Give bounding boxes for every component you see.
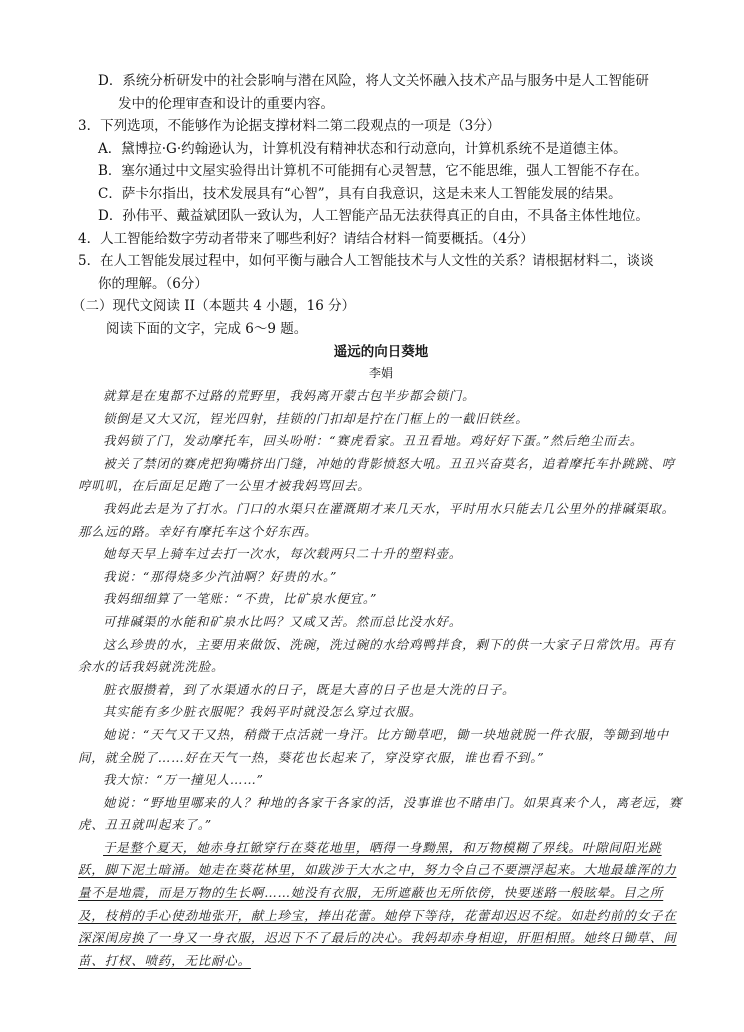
article-paragraph: 其实能有多少脏衣服呢？我妈平时就没怎么穿过衣服。: [103, 704, 423, 720]
article-paragraph: 我妈细细算了一笔账：“不贵，比矿泉水便宜。”: [103, 591, 378, 607]
q3-option-a: A．黛博拉·G·约翰逊认为，计算机没有精神状态和行动意向，计算机系统不是道德主体。: [98, 140, 627, 157]
article-paragraph: 脏衣服攒着，到了水渠通水的日子，既是大喜的日子也是大洗的日子。: [103, 681, 516, 697]
article-paragraph: 她说：“天气又干又热，稍微干点活就一身汗。比方锄草吧，锄一块地就脱一件衣服，等锄到地中间，就全脱了……好在天气一热，葵花也长起来了，穿没穿衣服，谁也看不到。”: [78, 726, 669, 765]
article-paragraph: 我说：“那得烧多少汽油啊？好贵的水。”: [103, 568, 338, 584]
article-paragraph: 可排碱渠的水能和矿泉水比吗？又咸又苦。然而总比没水好。: [103, 613, 463, 629]
q5-stem-line2: 你的理解。（6分）: [98, 275, 208, 292]
article-author: 李娟: [368, 366, 393, 380]
article-paragraph: 她说：“野地里哪来的人？种地的各家干各家的活，没事谁也不睹串门。如果真来个人，离老远，赛虎、丑丑就叫起来了。”: [78, 794, 683, 833]
q3-stem: 3．下列选项，不能够作为论据支撑材料二第二段观点的一项是（3分）: [78, 118, 501, 134]
section-heading: （二）现代文阅读 II（本题共 4 小题，16 分）: [72, 298, 356, 314]
underlined-passage: 于是整个夏天，她赤身扛锨穿行在葵花地里，晒得一身黝黑，和万物模糊了界线。叶隙间阳光跳跃，脚下泥土暗涌。她走在葵花林里，如跋涉于大水之中，努力令自己不要漂浮起来。大地最雄浑的力量不是地震，而是万物的生长啊……她没有衣服，无所遮蔽也无所依傍，快要迷路一般眩晕。目之所及，枝梢的手心使劲地张开，献上珍宝，捧出花蕾。她停下等待，花蕾却迟迟不绽。如赴约前的女子在深深闺房换了一身又一身衣服，迟迟下不了最后的决心。我妈却赤身相迎，肝胆相照。她终日锄草、间苗、打杈、喷药，无比耐心。: [78, 839, 677, 968]
article-paragraph: 我大惊：“万一撞见人……”: [103, 772, 264, 788]
q3-option-b: B．塞尔通过中文屋实验得出计算机不可能拥有心灵智慧，它不能思维，强人工智能不存在。: [98, 163, 648, 179]
article-paragraph: 我妈锁了门，发动摩托车，回头吩咐：“赛虎看家。丑丑看地。鸡好好下蛋。”然后绝尘而去。: [103, 433, 644, 449]
article-title: 遥远的向日葵地: [333, 344, 429, 360]
article-paragraph: 她每天早上骑车过去打一次水，每次载两只二十升的塑料壶。: [103, 546, 463, 562]
article-paragraph: 锁倒是又大又沉，锃光四射，挂锁的门扣却是拧在门框上的一截旧铁丝。: [103, 410, 529, 426]
q2-option-d-line2: 发中的伦理审查和设计的重要内容。: [118, 95, 334, 112]
q4-stem: 4．人工智能给数字劳动者带来了哪些利好？请结合材料一简要概括。（4分）: [78, 230, 534, 247]
q2-option-d-line1: D．系统分析研发中的社会影响与潜在风险，将人文关怀融入技术产品与服务中是人工智能研: [98, 73, 649, 89]
article-paragraph: 这么珍贵的水，主要用来做饭、洗碗，洗过碗的水给鸡鸭拌食，剩下的供一大家子日常饮用。再有余水的话我妈就洗洗脸。: [78, 636, 675, 675]
reading-instruction: 阅读下面的文字，完成 6～9 题。: [106, 320, 308, 337]
article-paragraph: 我妈此去是为了打水。门口的水渠只在灌溉期才来几天水，平时用水只能去几公里外的排碱渠取。那么远的路。幸好有摩托车这个好东西。: [78, 500, 675, 539]
q5-stem-line1: 5．在人工智能发展过程中，如何平衡与融合人工智能技术与人文性的关系？请根据材料二，谈谈: [78, 253, 654, 269]
article-paragraph: 就算是在鬼都不过路的荒野里，我妈离开蒙古包半步都会锁门。: [103, 388, 476, 403]
q3-option-d: D．孙伟平、戴益斌团队一致认为，人工智能产品无法获得真正的自由，不具备主体性地位。: [98, 208, 649, 224]
underlined-paragraph: [78, 837, 684, 973]
q3-option-c: C．萨卡尔指出，技术发展具有“心智”，具有自我意识，这是未来人工智能发展的结果。: [98, 185, 622, 202]
article-paragraph: 被关了禁闭的赛虎把狗嘴挤出门缝，冲她的背影愤怒大吼。丑丑兴奋莫名，追着摩托车扑跳跳、哼哼叽叽，在后面足足跑了一公里才被我妈骂回去。: [78, 455, 675, 494]
